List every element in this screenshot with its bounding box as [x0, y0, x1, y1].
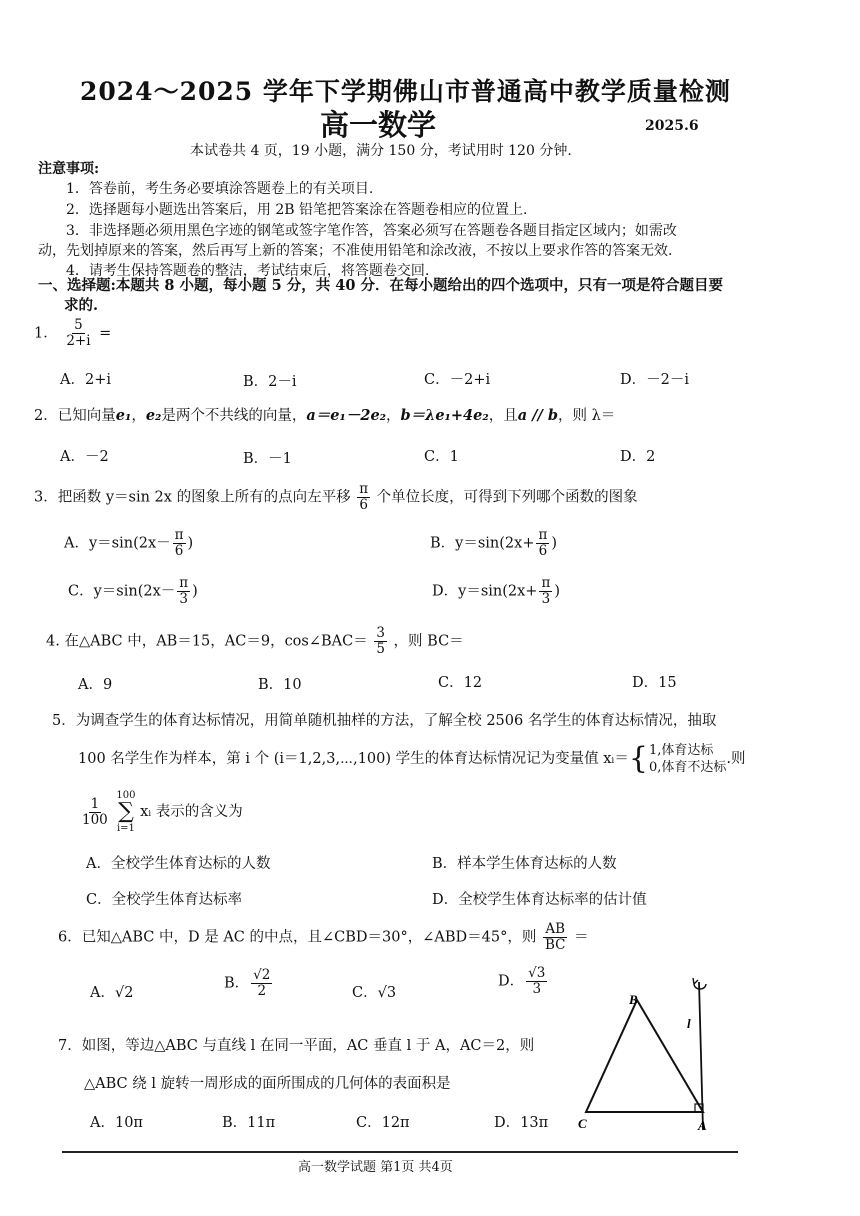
q2-b-def: b＝λe₁+4e₂: [400, 407, 489, 424]
q3-option-a: [64, 528, 193, 559]
q1-frac-num: 5: [74, 317, 83, 333]
q6-d-den: 3: [532, 981, 542, 997]
q3-option-d: [432, 576, 560, 607]
q6-option-a: A．√2: [90, 985, 134, 1001]
q3-text-b: 个单位长度，可得到下列哪个函数的图象: [376, 489, 638, 506]
notice-item-3-cont: 动，先划掉原来的答案，然后再写上新的答案；不准使用铅笔和涂改液，不按以上要求作答的答案无效.: [38, 243, 673, 259]
q3-a-label: A．y＝sin(2x－: [64, 535, 171, 552]
q3-d-num: π: [541, 575, 551, 591]
q2-parallel: a // b: [517, 407, 558, 424]
page-footer: 高一数学试题 第1页 共4页: [298, 1160, 453, 1175]
question-6: [58, 922, 589, 953]
brace-icon: {: [628, 741, 648, 776]
q4-option-d: D．15: [632, 675, 677, 691]
q5-frac-den: 100: [82, 811, 108, 828]
q2-text-c: ，且: [488, 408, 518, 424]
q5-fraction: [80, 797, 110, 828]
q4-frac-den: 5: [376, 641, 385, 657]
q2-text-b: 是两个不共线的向量，: [161, 408, 307, 424]
notice-item-2: 2．选择题每小题选出答案后，用 2B 铅笔把答案涂在答题卷相应的位置上.: [66, 202, 528, 218]
q3-c-tail: ): [192, 583, 198, 600]
q2-e2: e₂: [145, 407, 162, 424]
q4-option-b: B．10: [258, 677, 302, 693]
question-3: [34, 482, 638, 513]
section-heading-line1: 一、选择题:本题共 8 小题，每小题 5 分，共 40 分．在每小题给出的四个选项中，只有一项是符合题目要: [38, 277, 723, 294]
q6-d-label: D．: [498, 973, 525, 990]
section-heading-line2: 求的.: [64, 297, 99, 314]
notice-item-3: 3．非选择题必须用黑色字迹的钢笔或签字笔作答，答案必须写在答题卷各题目指定区域内；如需改: [66, 223, 677, 239]
q3-text-a: 3．把函数 y＝sin 2x 的图象上所有的点向左平移: [34, 489, 351, 506]
q6-text-b: ＝: [574, 929, 589, 946]
q3-c-num: π: [179, 575, 189, 591]
exam-title: 2024～2025 学年下学期佛山市普通高中教学质量检测: [80, 77, 731, 106]
q3-d-tail: ): [554, 583, 560, 600]
q1-tail: =: [99, 325, 112, 342]
q7-option-a: A．10π: [90, 1115, 143, 1131]
q6-b-label: B．: [224, 975, 250, 992]
q6-fraction: [543, 922, 568, 953]
q5-option-a: A．全校学生体育达标的人数: [86, 856, 271, 872]
label-a: A: [698, 1118, 707, 1133]
q5-line2a: 100 名学生作为样本，第 i 个 (i＝1,2,3,⋯,100) 学生的体育达标情况记为变量值 xᵢ＝: [78, 751, 629, 767]
q2-option-b: B．－1: [243, 451, 292, 467]
q6-b-frac: [251, 968, 272, 999]
q3-a-den: 6: [174, 543, 184, 559]
q1-option-a: A．2+i: [60, 372, 111, 388]
q3-c-label: C．y＝sin(2x－: [68, 583, 176, 600]
q5-option-d: D．全校学生体育达标率的估计值: [432, 892, 647, 908]
q2-option-c: C．1: [424, 449, 459, 465]
q5-line2b: .则: [726, 751, 746, 767]
q1-fraction: [64, 318, 92, 349]
q6-d-frac: [526, 966, 547, 997]
q7-figure: [570, 970, 730, 1135]
q4-text-a: 4. 在△ABC 中，AB＝15，AC＝9，cos∠BAC＝: [46, 633, 368, 650]
q5-option-b: B．样本学生体育达标的人数: [432, 856, 617, 872]
q5-sum-bot: i=1: [116, 823, 135, 834]
q2-e1: e₁: [115, 407, 132, 424]
q6-frac-num: AB: [545, 921, 566, 937]
q5-sum-symbol: ∑: [118, 799, 134, 824]
q1-number: 1．: [34, 325, 58, 342]
footer-divider: [62, 1151, 738, 1153]
q3-d-den: 3: [541, 591, 551, 607]
q3-a-frac: [173, 528, 186, 559]
exam-info: 本试卷共 4 页，19 小题，满分 150 分，考试用时 120 分钟.: [190, 143, 572, 159]
q7-line2: △ABC 绕 l 旋转一周形成的面所围成的几何体的表面积是: [84, 1076, 451, 1092]
q4-option-c: C．12: [438, 675, 483, 691]
exam-date: 2025.6: [645, 118, 699, 134]
q6-frac-den: BC: [544, 937, 566, 953]
q3-b-num: π: [538, 527, 548, 543]
label-c: C: [578, 1116, 587, 1131]
q3-b-label: B．y＝sin(2x+: [430, 535, 535, 552]
q7-option-b: B．11π: [222, 1115, 276, 1131]
notice-item-1: 1．答卷前，考生务必要填涂答题卷上的有关项目.: [66, 181, 374, 197]
q2-a-def: a＝e₁－2e₂: [306, 407, 387, 424]
q5-option-c: C．全校学生体育达标率: [86, 892, 243, 908]
q4-text-b: ，则 BC＝: [393, 633, 464, 650]
question-1: [34, 318, 111, 349]
q3-c-frac: [177, 576, 190, 607]
q1-option-d: D．－2－i: [620, 372, 689, 388]
question-2: [34, 404, 615, 425]
notice-heading: 注意事项:: [38, 161, 100, 177]
rotation-arrow-head-icon: [693, 978, 698, 984]
sigma-icon: [116, 790, 135, 834]
q6-b-den: 2: [257, 983, 267, 999]
q1-option-b: B．2－i: [243, 374, 297, 390]
q5-line2: [78, 742, 745, 776]
q5-line3: [78, 790, 243, 834]
q5-line3-text: xᵢ 表示的含义为: [140, 804, 243, 820]
q3-a-num: π: [174, 527, 184, 543]
label-l: l: [687, 1016, 691, 1031]
q7-option-d: D．13π: [494, 1115, 549, 1131]
q5-cases: [649, 742, 726, 776]
q3-b-den: 6: [538, 543, 548, 559]
q3-d-label: D．y＝sin(2x+: [432, 583, 538, 600]
question-4: [46, 626, 464, 657]
q6-option-b: [224, 968, 274, 999]
q1-option-c: C．－2+i: [424, 372, 491, 388]
q3-frac-den: 6: [359, 497, 368, 513]
q6-d-num: √3: [528, 965, 546, 981]
q5-line1: 5．为调查学生的体育达标情况，用简单随机抽样的方法，了解全校 2506 名学生的体育达标情况，抽取: [52, 713, 717, 729]
q5-sum-top: 100: [116, 790, 136, 801]
q7-option-c: C．12π: [356, 1115, 410, 1131]
q2-sep2: ，: [386, 408, 401, 424]
q5-frac-num: 1: [90, 795, 100, 812]
q6-text-a: 6．已知△ABC 中，D 是 AC 的中点，且∠CBD＝30°，∠ABD＝45°，则: [58, 929, 537, 946]
q5-case1: 1,体育达标: [648, 743, 714, 758]
q3-d-frac: [539, 576, 552, 607]
q4-fraction: [374, 626, 387, 657]
q3-option-b: [430, 528, 557, 559]
triangle-abc: [586, 1000, 703, 1112]
q2-sep1: ，: [131, 408, 146, 424]
notice-item-4: 4．请考生保持答题卷的整洁，考试结束后，将答题卷交回.: [66, 263, 430, 279]
q2-text-d: ，则 λ＝: [557, 408, 616, 424]
q6-b-num: √2: [253, 967, 271, 983]
q4-option-a: A．9: [78, 677, 113, 693]
q3-b-tail: ): [551, 535, 558, 552]
q6-option-d: [498, 966, 549, 997]
q2-option-a: A．－2: [60, 449, 109, 465]
label-b: B: [629, 992, 638, 1007]
q5-case2: 0,体育不达标: [648, 760, 727, 775]
q3-b-frac: [536, 528, 549, 559]
q6-option-c: C．√3: [352, 985, 397, 1001]
q3-c-den: 3: [179, 591, 188, 607]
q4-frac-num: 3: [376, 625, 385, 641]
q1-frac-den: 2+i: [66, 333, 91, 349]
q2-option-d: D．2: [620, 449, 656, 465]
section-heading: [38, 276, 738, 316]
q3-a-tail: ): [187, 535, 194, 552]
q3-frac-num: π: [359, 481, 369, 497]
q3-fraction: [357, 482, 370, 513]
q3-option-c: [68, 576, 198, 607]
q2-text-a: 2．已知向量: [34, 408, 116, 424]
q7-line1: 7．如图，等边△ABC 与直线 l 在同一平面，AC 垂直 l 于 A，AC＝2，则: [58, 1038, 535, 1054]
exam-subtitle: 高一数学: [320, 108, 437, 142]
